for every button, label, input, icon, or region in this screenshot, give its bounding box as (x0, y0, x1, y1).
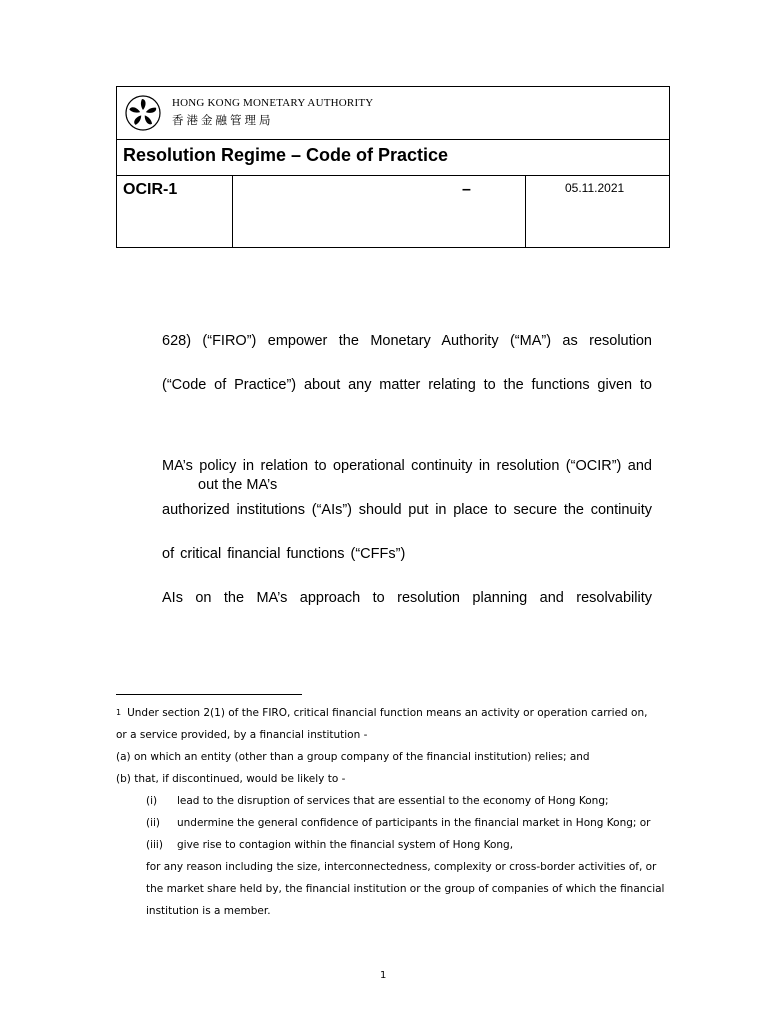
footnote-marker: 1 (116, 708, 122, 717)
footnote-line-1 (116, 706, 656, 720)
document-header-table (116, 86, 670, 248)
footnote-item-number: (i) (146, 795, 158, 807)
body-line-4: out the MA’s (198, 477, 278, 493)
footnote-continuation-2: the market share held by, the financial institution or the group of companies of which the financial (146, 883, 665, 895)
footnote-line-4: (b) that, if discontinued, would be likely to - (116, 773, 346, 785)
footnote-item-number: (ii) (146, 817, 161, 829)
footnote-line-3: (a) on which an entity (other than a group company of the financial institution) relies; and (116, 751, 590, 763)
body-line-7: AIs on the MA’s approach to resolution planning and resolvability (162, 590, 652, 606)
footnote-line-2: or a service provided, by a financial institution - (116, 729, 368, 741)
footnote-item-text: give rise to contagion within the financial system of Hong Kong, (177, 839, 514, 851)
body-line-5: authorized institutions (“AIs”) should put in place to secure the continuity (162, 502, 652, 518)
body-line-1: 628) (“FIRO”) empower the Monetary Authority (“MA”) as resolution (162, 333, 652, 349)
header-org-row (117, 87, 669, 140)
document-title: Resolution Regime – Code of Practice (123, 145, 449, 165)
footnote-continuation-3: institution is a member. (146, 905, 271, 917)
footnote-item-text: undermine the general confidence of participants in the financial market in Hong Kong; or (177, 817, 651, 829)
page-number: 1 (380, 970, 387, 981)
body-line-3: MA’s policy in relation to operational continuity in resolution (“OCIR”) and (162, 458, 652, 474)
header-meta-row (117, 175, 669, 247)
footnote-separator (116, 694, 302, 695)
org-name-chinese: 香港金融管理局 (172, 113, 274, 127)
header-title-row (117, 139, 669, 176)
bauhinia-logo-icon (125, 95, 161, 131)
footnote-continuation-1: for any reason including the size, interconnectedness, complexity or cross-border activities of, or (146, 861, 657, 873)
footnote-item-text: lead to the disruption of services that are essential to the economy of Hong Kong; (177, 795, 609, 807)
org-name-english: HONG KONG MONETARY AUTHORITY (172, 97, 374, 109)
body-line-2: (“Code of Practice”) about any matter relating to the functions given to (162, 377, 652, 393)
document-date: 05.11.2021 (565, 181, 625, 195)
footnote-text-1: Under section 2(1) of the FIRO, critical financial function means an activity or operation carried on, (127, 707, 648, 719)
document-dash: – (462, 181, 471, 198)
document-code: OCIR-1 (123, 181, 178, 198)
footnote-item-number: (iii) (146, 839, 163, 851)
body-line-6: of critical financial functions (“CFFs”) (162, 546, 406, 562)
